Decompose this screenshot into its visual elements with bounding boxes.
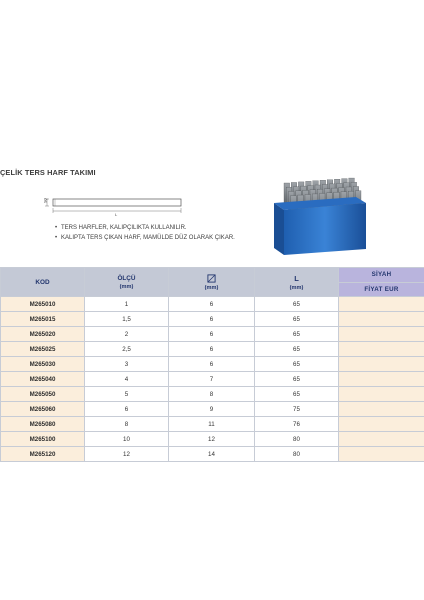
cell-l: 65	[255, 312, 339, 327]
cell-price	[339, 387, 424, 402]
bullet-icon: •	[55, 225, 58, 231]
cell-olcu: 1,5	[85, 312, 169, 327]
table-row	[1, 312, 424, 327]
cell-square: 12	[169, 432, 255, 447]
cell-price	[339, 327, 424, 342]
page-title: ÇELİK TERS HARF TAKIMI	[0, 168, 96, 177]
cell-price	[339, 447, 424, 462]
cell-square: 8	[169, 387, 255, 402]
table-row	[1, 432, 424, 447]
cell-kod: M265025	[1, 342, 85, 357]
table-row	[1, 387, 424, 402]
length-dimension-label: L	[115, 212, 118, 217]
cell-l: 65	[255, 372, 339, 387]
header-olcu	[85, 268, 169, 297]
header-olcu-unit: (mm)	[119, 283, 134, 290]
cell-olcu: 10	[85, 432, 169, 447]
header-siyah: SİYAH	[339, 268, 424, 283]
cell-l: 76	[255, 417, 339, 432]
cell-olcu: 5	[85, 387, 169, 402]
cell-kod: M265040	[1, 372, 85, 387]
table-row	[1, 342, 424, 357]
table-row	[1, 447, 424, 462]
cell-kod: M265100	[1, 432, 85, 447]
product-photo	[270, 173, 368, 255]
cell-square: 6	[169, 312, 255, 327]
cell-square: 6	[169, 357, 255, 372]
cell-olcu: 4	[85, 372, 169, 387]
cell-price	[339, 297, 424, 312]
table-row	[1, 297, 424, 312]
header-kod: KOD	[1, 268, 85, 297]
header-square-unit: (mm)	[204, 284, 219, 291]
header-fiyat: FİYAT EUR	[339, 282, 424, 297]
cell-olcu: 6	[85, 402, 169, 417]
cell-kod: M265020	[1, 327, 85, 342]
header-l-unit: (mm)	[289, 284, 304, 291]
cell-l: 80	[255, 432, 339, 447]
punch-dimension-diagram	[41, 195, 191, 221]
cell-kod: M265010	[1, 297, 85, 312]
cell-price	[339, 342, 424, 357]
cell-olcu: 3	[85, 357, 169, 372]
cell-price	[339, 357, 424, 372]
cell-olcu: 8	[85, 417, 169, 432]
cell-price	[339, 432, 424, 447]
cell-square: 6	[169, 342, 255, 357]
table-row	[1, 417, 424, 432]
cell-price	[339, 312, 424, 327]
cell-l: 65	[255, 342, 339, 357]
header-olcu-label: ÖLÇÜ	[117, 274, 136, 282]
table-row	[1, 402, 424, 417]
cell-square: 7	[169, 372, 255, 387]
cell-square: 14	[169, 447, 255, 462]
notes-list	[55, 224, 235, 243]
cell-l: 65	[255, 387, 339, 402]
cell-kod: M265060	[1, 402, 85, 417]
header-l-label: L	[294, 273, 299, 283]
cell-olcu: 2	[85, 327, 169, 342]
note-item	[55, 224, 235, 234]
cell-kod: M265080	[1, 417, 85, 432]
table-row	[1, 357, 424, 372]
note-text: TERS HARFLER, KALIPÇILIKTA KULLANILIR.	[61, 225, 187, 231]
table-row	[1, 372, 424, 387]
square-dimension-icon	[207, 274, 216, 283]
header-square	[169, 268, 255, 297]
header-l	[255, 268, 339, 297]
cell-olcu: 2,5	[85, 342, 169, 357]
cell-l: 65	[255, 357, 339, 372]
table-row	[1, 327, 424, 342]
cell-l: 75	[255, 402, 339, 417]
cell-price	[339, 417, 424, 432]
cell-square: 6	[169, 327, 255, 342]
cell-square: 6	[169, 297, 255, 312]
cell-kod: M265050	[1, 387, 85, 402]
cell-olcu: 12	[85, 447, 169, 462]
bullet-icon: •	[55, 234, 58, 241]
cell-price	[339, 372, 424, 387]
cell-l: 80	[255, 447, 339, 462]
cell-l: 65	[255, 297, 339, 312]
cell-l: 65	[255, 327, 339, 342]
cell-square: 11	[169, 417, 255, 432]
note-item	[55, 234, 235, 244]
spec-table	[0, 267, 424, 462]
cell-kod: M265030	[1, 357, 85, 372]
cell-kod: M265120	[1, 447, 85, 462]
cell-square: 9	[169, 402, 255, 417]
height-dimension-label: SQ	[43, 198, 48, 203]
note-text: KALIPTA TERS ÇIKAN HARF, MAMÜLDE DÜZ OLARAK ÇIKAR.	[61, 234, 235, 241]
cell-olcu: 1	[85, 297, 169, 312]
cell-kod: M265015	[1, 312, 85, 327]
cell-price	[339, 402, 424, 417]
